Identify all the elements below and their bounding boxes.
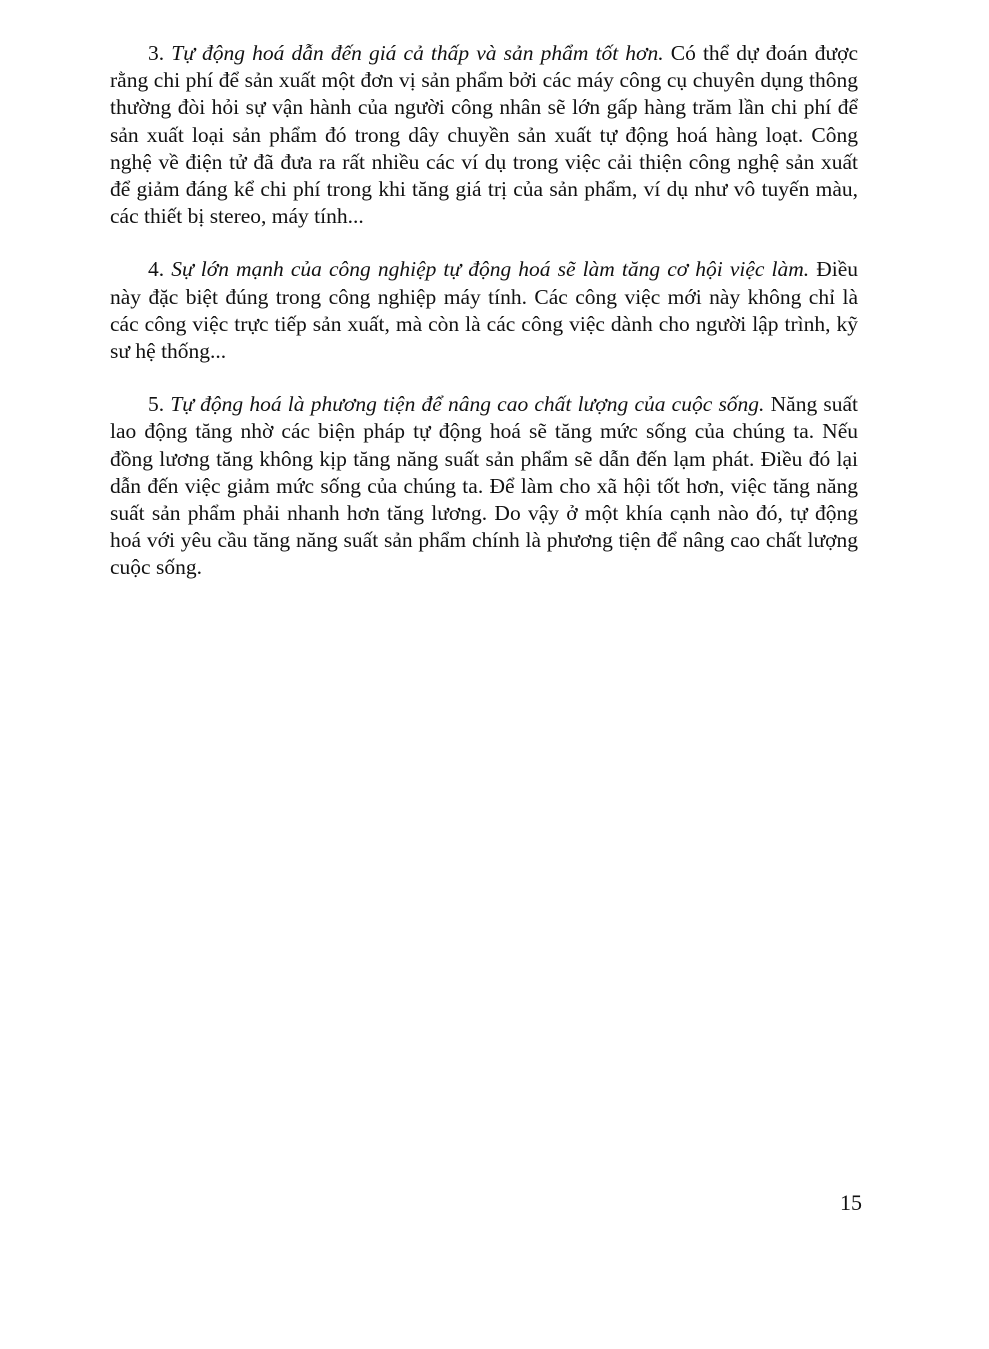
paragraph-lead: Tự động hoá là phương tiện để nâng cao chất lượng của cuộc sống. xyxy=(170,392,765,417)
page-number: 15 xyxy=(840,1190,862,1215)
paragraph-number: 3. xyxy=(148,41,165,65)
paragraph-body: Có thể dự đoán được rằng chi phí để sản xuất một đơn vị sản phẩm bởi các máy công cụ chuyên dụng thông thường đòi hỏi sự vận hành của người công nhân sẽ lớn gấp hàng trăm lần chi phí để sản xuất loại sản phẩm đó trong dây chuyền sản xuất tự động hoá hàng loạt. Công nghệ về điện tử đã đưa ra rất nhiều các ví dụ trong việc cải thiện công nghệ sản xuất để giảm đáng kể chi phí trong khi tăng giá trị của sản phẩm, ví dụ như vô tuyến màu, các thiết bị stereo, máy tính... xyxy=(110,41,859,229)
paragraph-body: Điều này đặc biệt đúng trong công nghiệp máy tính. Các công việc mới này không chỉ là các công việc trực tiếp sản xuất, mà còn là các công việc dành cho người lập trình, kỹ sư hệ thống... xyxy=(110,257,859,364)
paragraph-5 xyxy=(110,391,858,581)
paragraph-4 xyxy=(110,256,858,365)
paragraph-number: 5. xyxy=(148,392,165,417)
paragraph-number: 4. xyxy=(148,257,165,282)
paragraph-lead: Tự động hoá dẫn đến giá cả thấp và sản phẩm tốt hơn. xyxy=(171,41,664,65)
paragraph-body: Năng suất lao động tăng nhờ các biện pháp tự động hoá sẽ tăng mức sống của chúng ta. Nếu đồng lương tăng không kịp tăng năng suất sản phẩm sẽ dẫn đến lạm phát. Điều đó lại dẫn đến việc giảm mức sống của chúng ta. Để làm cho xã hội tốt hơn, việc tăng năng suất sản phẩm phải nhanh hơn tăng lương. Do vậy ở một khía cạnh nào đó, tự động hoá với yêu cầu tăng năng suất sản phẩm chính là phương tiện để nâng cao chất lượng cuộc sống. xyxy=(110,392,859,580)
paragraph-lead: Sự lớn mạnh của công nghiệp tự động hoá sẽ làm tăng cơ hội việc làm. xyxy=(171,257,810,282)
paragraph-3 xyxy=(110,40,858,230)
body-text xyxy=(110,40,858,608)
